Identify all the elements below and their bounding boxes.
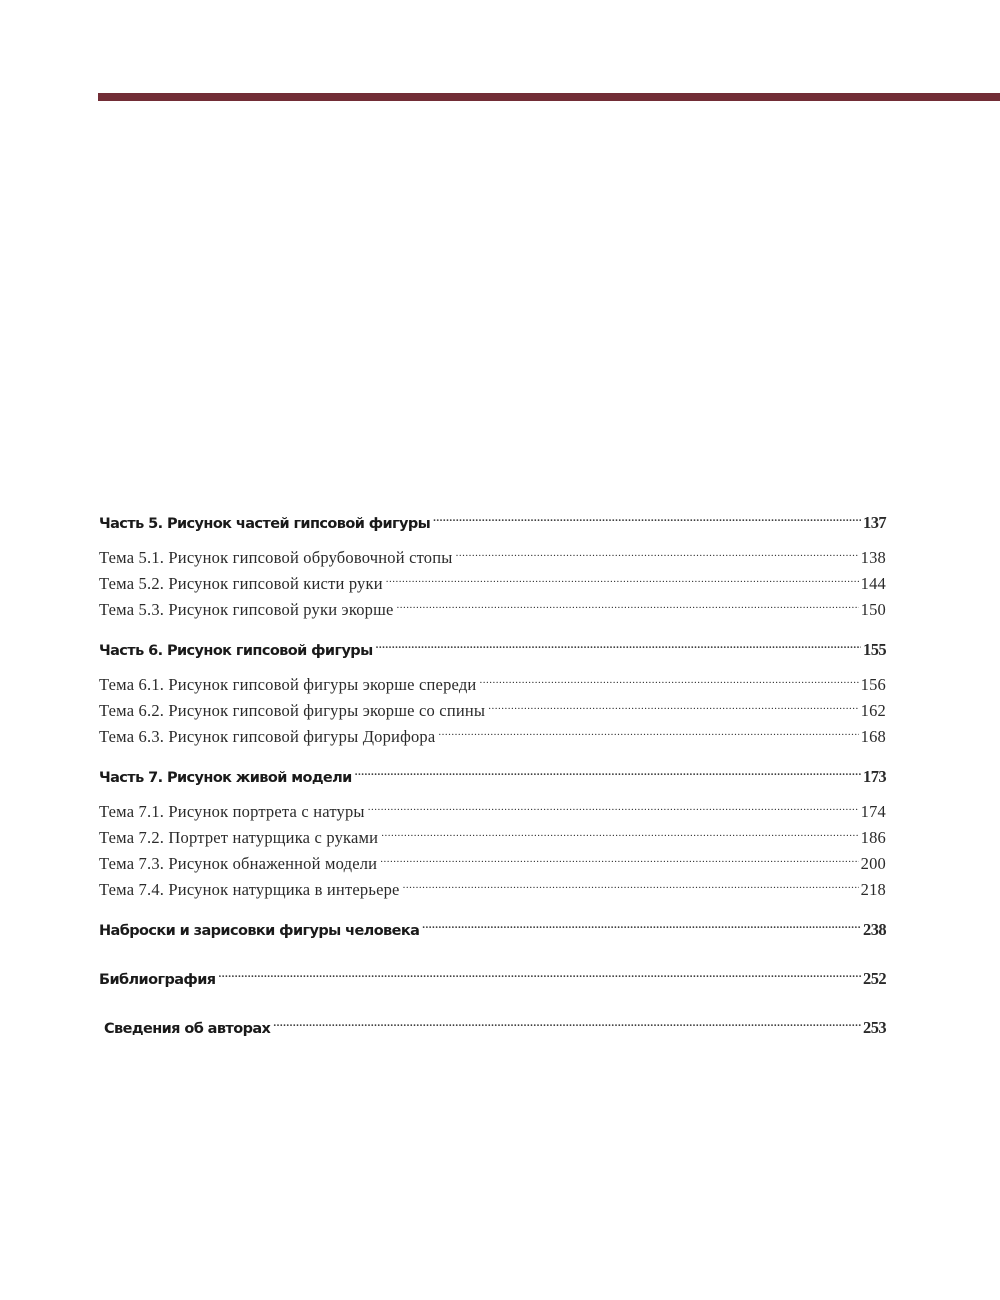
toc-entry-part-7[interactable] (99, 756, 886, 786)
dot-leader (381, 817, 858, 843)
toc-entry-title: Часть 6. Рисунок гипсовой фигуры (99, 643, 373, 659)
toc-entry-page: 150 (860, 600, 886, 619)
toc-entry-title: Часть 5. Рисунок частей гипсовой фигуры (99, 516, 431, 532)
dot-leader (456, 537, 859, 563)
toc-entry-topic-7-1[interactable] (99, 791, 886, 821)
dot-leader (422, 909, 861, 935)
toc-entry-title: Тема 7.2. Портрет натурщика с руками (99, 828, 379, 847)
toc-entry-title: Часть 7. Рисунок живой модели (99, 770, 352, 786)
header-rule (98, 93, 1000, 101)
dot-leader (380, 843, 858, 869)
dot-leader (218, 958, 861, 984)
dot-leader (433, 502, 861, 528)
toc-entry-page: 137 (863, 513, 886, 532)
toc-entry-title: Тема 6.3. Рисунок гипсовой фигуры Дорифора (99, 727, 436, 746)
toc-entry-page: 238 (863, 920, 886, 939)
toc-entry-title: Тема 7.1. Рисунок портрета с натуры (99, 802, 365, 821)
toc-entry-page: 253 (863, 1018, 886, 1037)
toc-entry-title: Тема 5.2. Рисунок гипсовой кисти руки (99, 574, 383, 593)
toc-entry-title: Тема 5.3. Рисунок гипсовой руки экорше (99, 600, 394, 619)
toc-entry-page: 218 (860, 880, 886, 899)
toc-entry-page: 252 (863, 969, 886, 988)
dot-leader (376, 629, 861, 655)
dot-leader (438, 716, 858, 742)
toc-entry-page: 162 (860, 701, 886, 720)
toc-entry-title: Тема 6.1. Рисунок гипсовой фигуры экорше спереди (99, 675, 477, 694)
dot-leader (403, 869, 859, 895)
toc-entry-page: 138 (860, 548, 886, 567)
table-of-contents (99, 502, 886, 1037)
toc-entry-title: Тема 6.2. Рисунок гипсовой фигуры экорше со спины (99, 701, 486, 720)
toc-entry-page: 156 (860, 675, 886, 694)
toc-entry-page: 155 (863, 640, 886, 659)
toc-entry-page: 168 (860, 727, 886, 746)
toc-entry-authors[interactable] (99, 1007, 886, 1037)
toc-entry-page: 174 (860, 802, 886, 821)
dot-leader (386, 563, 859, 589)
toc-entry-sketches[interactable] (99, 909, 886, 939)
toc-entry-topic-6-1[interactable] (99, 664, 886, 694)
dot-leader (397, 589, 859, 615)
toc-entry-title: Тема 7.3. Рисунок обнаженной модели (99, 854, 378, 873)
toc-entry-bibliography[interactable] (99, 958, 886, 988)
dot-leader (355, 756, 861, 782)
toc-entry-title: Библиография (99, 972, 216, 988)
toc-entry-page: 186 (860, 828, 886, 847)
dot-leader (488, 690, 858, 716)
dot-leader (273, 1007, 861, 1033)
toc-entry-title: Тема 7.4. Рисунок натурщика в интерьере (99, 880, 400, 899)
toc-entry-page: 173 (863, 767, 886, 786)
toc-entry-topic-5-1[interactable] (99, 537, 886, 567)
toc-entry-part-6[interactable] (99, 629, 886, 659)
toc-entry-title: Наброски и зарисовки фигуры человека (99, 923, 420, 939)
dot-leader (479, 664, 858, 690)
toc-entry-page: 144 (860, 574, 886, 593)
toc-entry-page: 200 (860, 854, 886, 873)
toc-entry-title: Сведения об авторах (104, 1021, 271, 1037)
dot-leader (368, 791, 859, 817)
toc-entry-part-5[interactable] (99, 502, 886, 532)
toc-entry-title: Тема 5.1. Рисунок гипсовой обрубовочной стопы (99, 548, 453, 567)
